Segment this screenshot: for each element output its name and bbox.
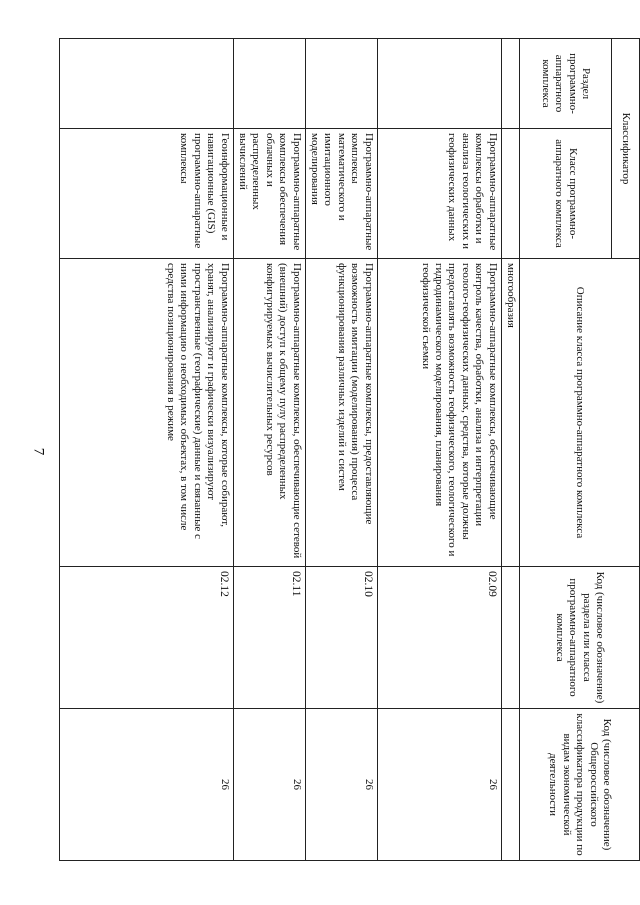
- table-row: [233, 39, 305, 861]
- header-description: Описание класса программно-аппаратного комплекса: [520, 259, 640, 567]
- table-row: [305, 39, 377, 861]
- table-row: [59, 39, 233, 861]
- table-row-continuation: [501, 39, 519, 861]
- page-number: 7: [30, 447, 47, 456]
- cell-section: [377, 39, 501, 129]
- header-classifier: Классификатор: [612, 39, 640, 259]
- cell-class: Программно-аппаратные комплексы обработки и анализа геологических и геофизических данных: [377, 129, 501, 259]
- cell-code: 02.11: [233, 567, 305, 709]
- cell-code: [501, 567, 519, 709]
- cell-description: Программно-аппаратные комплексы, которые собирают, хранят, анализируют и графически визуализируют пространственные (географические) данные и связанные с ними информацию о необходимых объектах, в том числе средства позиционирования в режиме: [59, 259, 233, 567]
- cell-class: Геоинформационные и навигационные (GIS) программно-аппаратные комплексы: [59, 129, 233, 259]
- cell-section: [501, 39, 519, 129]
- cell-okved: 26: [305, 709, 377, 861]
- header-class: Класс программно-аппаратного комплекса: [520, 129, 612, 259]
- classifier-table: [59, 38, 640, 861]
- cell-class: Программно-аппаратные комплексы обеспечения облачных и распределенных вычислений: [233, 129, 305, 259]
- cell-description: Программно-аппаратные комплексы, предоставляющие возможность имитации (моделирования) процесса функционирования различных изделий и систем: [305, 259, 377, 567]
- cell-okved: 26: [59, 709, 233, 861]
- cell-section: [59, 39, 233, 129]
- cell-description: Программно-аппаратные комплексы, обеспечивающие сетевой (внешний) доступ к общему пулу распределенных конфигурируемых вычислительных ресурсов: [233, 259, 305, 567]
- header-code-okved: Код (числовое обозначение) Общероссийского классификатора продукции по видам экономической деятельности: [520, 709, 640, 861]
- cell-code: 02.09: [377, 567, 501, 709]
- classifier-table-rotated: [65, 38, 640, 860]
- header-section: Раздел программно-аппаратного комплекса: [520, 39, 612, 129]
- cell-code: 02.10: [305, 567, 377, 709]
- cell-description: Программно-аппаратные комплексы, обеспечивающие контроль качества, обработки, анализа и интерпретации геолого-геофизических данных, средства, которые должны предоставлять возможность геофизического, геологического и гидродинамического моделирования, планирования геофизической съемки: [377, 259, 501, 567]
- cell-code: 02.12: [59, 567, 233, 709]
- header-code-section: Код (числовое обозначение) раздела или класса программно-аппаратного комплекса: [520, 567, 640, 709]
- cell-section: [233, 39, 305, 129]
- cell-description: многообразия: [501, 259, 519, 567]
- cell-class: Программно-аппаратные комплексы математического и имитационного моделирования: [305, 129, 377, 259]
- cell-section: [305, 39, 377, 129]
- cell-class: [501, 129, 519, 259]
- cell-okved: 26: [233, 709, 305, 861]
- cell-okved: 26: [377, 709, 501, 861]
- cell-okved: [501, 709, 519, 861]
- table-row: [377, 39, 501, 861]
